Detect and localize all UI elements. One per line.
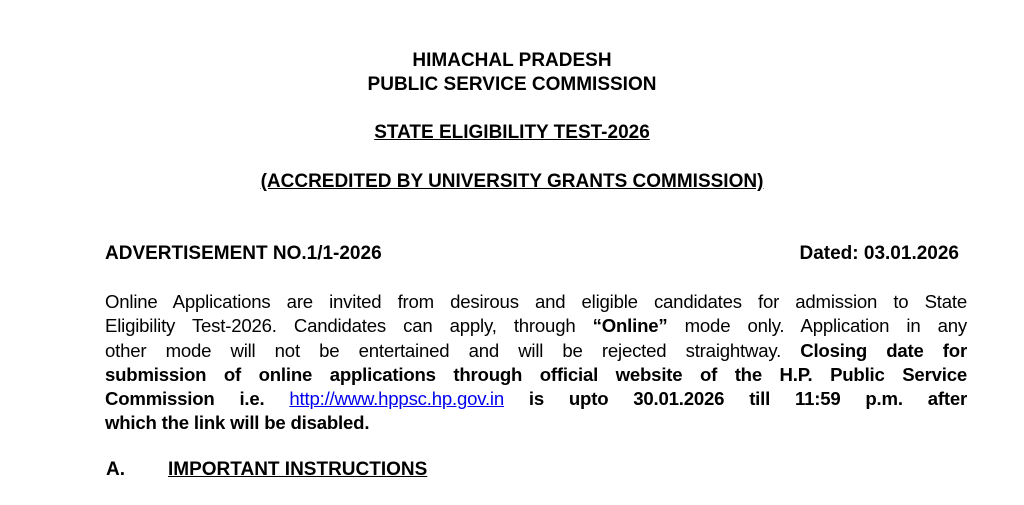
closing-date-text: which the link will be disabled. [105,412,370,434]
text: Eligibility Test-2026. Candidates can apply, through [105,315,593,337]
intro-paragraph [105,290,967,436]
closing-date-text: Closing date for [800,339,967,361]
advertisement-row [105,243,967,265]
paragraph-line [105,314,967,338]
paragraph-line: Online Applications are invited from desirous and eligible candidates for admission to State [105,291,967,312]
advertisement-number: ADVERTISEMENT NO.1/1-2026 [105,243,382,264]
org-name-line2: PUBLIC SERVICE COMMISSION [367,74,657,95]
closing-date-text: Commission i.e. [105,388,290,410]
section-heading: IMPORTANT INSTRUCTIONS [168,459,428,480]
hppsc-website-link[interactable]: http://www.hppsc.hp.gov.in [289,388,505,410]
section-letter: A. [106,459,125,480]
closing-date-text: is upto 30.01.2026 till 11:59 p.m. after [504,388,967,410]
document-title: STATE ELIGIBILITY TEST-2026 [374,122,650,143]
paragraph-line [105,363,967,387]
text: other mode will not be entertained and will be rejected straightway. [105,339,801,361]
paragraph-line [105,387,967,411]
online-mode-emphasis: “Online” [592,315,668,337]
text: mode only. Application in any [667,315,967,337]
document-subtitle: (ACCREDITED BY UNIVERSITY GRANTS COMMISSION) [260,171,764,192]
closing-date-text: submission of online applications through official website of the H.P. Public Service [105,363,967,385]
advertisement-date: Dated: 03.01.2026 [799,243,959,264]
paragraph-line [105,339,967,363]
org-name-line1: HIMACHAL PRADESH [412,50,612,71]
paragraph-line [105,411,967,435]
